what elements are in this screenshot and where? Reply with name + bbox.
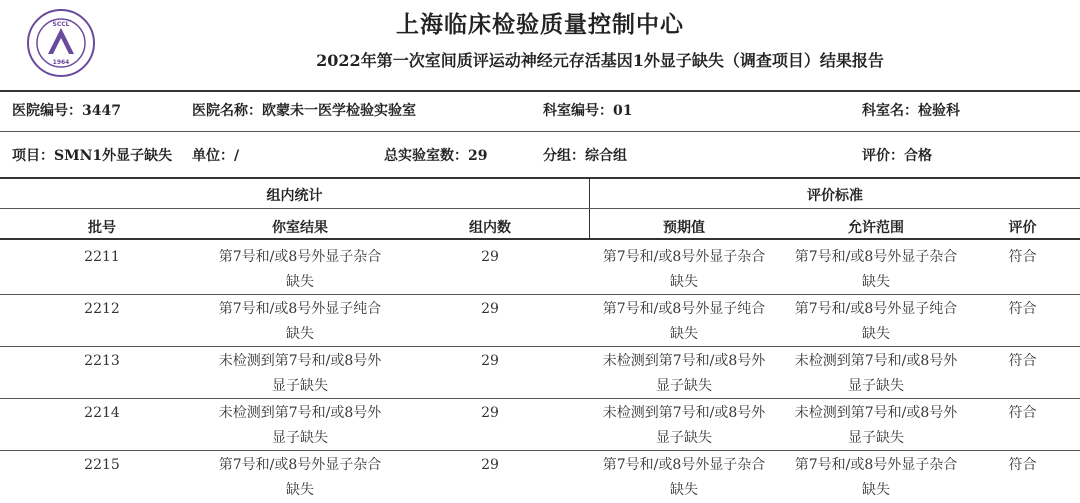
- cell-expected-line: 缺失: [670, 274, 698, 290]
- cell-result-line: 缺失: [286, 482, 314, 498]
- cell-expected-line: 第7号和/或8号外显子杂合: [602, 249, 766, 265]
- cell-result-line: 未检测到第7号和/或8号外: [218, 405, 382, 421]
- cell-eval: 符合: [1008, 457, 1037, 473]
- cell-range-line: 显子缺失: [848, 378, 904, 394]
- cell-range: [781, 245, 971, 295]
- cell-range: [781, 297, 971, 347]
- cell-count: 29: [481, 301, 499, 317]
- cell-result-line: 显子缺失: [272, 378, 328, 394]
- cell-batch: 2211: [84, 249, 120, 265]
- cell-result: [200, 245, 400, 295]
- cell-count: 29: [481, 249, 499, 265]
- cell-range: [781, 401, 971, 451]
- cell-result-line: 未检测到第7号和/或8号外: [218, 353, 382, 369]
- cell-count: 29: [481, 457, 499, 473]
- cell-result-line: 缺失: [286, 274, 314, 290]
- row-divider: [0, 346, 1080, 347]
- svg-text:SCCL: SCCL: [52, 21, 70, 28]
- cell-eval: 符合: [1008, 301, 1037, 317]
- group-stats-header: 组内统计: [266, 188, 323, 204]
- group-label: 分组：综合组: [543, 148, 627, 164]
- cell-expected-line: 第7号和/或8号外显子纯合: [602, 301, 766, 317]
- cell-result-line: 显子缺失: [272, 430, 328, 446]
- cell-result-line: 第7号和/或8号外显子杂合: [218, 457, 382, 473]
- header-bottom-rule: [0, 238, 1080, 240]
- cell-range-line: 缺失: [862, 326, 890, 342]
- hospital-name: 医院名称：欧蒙未一医学检验实验室: [192, 103, 416, 119]
- cell-expected-line: 显子缺失: [656, 378, 712, 394]
- col-count: 组内数: [469, 220, 511, 236]
- cell-range-line: 第7号和/或8号外显子杂合: [794, 249, 958, 265]
- cell-result: [200, 401, 400, 451]
- cell-result-line: 第7号和/或8号外显子杂合: [218, 249, 382, 265]
- info-divider: [0, 131, 1080, 132]
- cell-result: [200, 349, 400, 399]
- cell-batch: 2214: [84, 405, 120, 421]
- cell-range: [781, 349, 971, 399]
- cell-range-line: 第7号和/或8号外显子纯合: [794, 301, 958, 317]
- total-labs: 总实验室数：29: [384, 148, 488, 164]
- cell-range-line: 未检测到第7号和/或8号外: [794, 353, 958, 369]
- cell-batch: 2212: [84, 301, 120, 317]
- col-expected: 预期值: [663, 220, 705, 236]
- col-range: 允许范围: [848, 220, 904, 236]
- item-label: 项目：SMN1外显子缺失: [12, 148, 173, 164]
- cell-expected-line: 显子缺失: [656, 430, 712, 446]
- dept-no: 科室编号：01: [543, 103, 633, 119]
- cell-eval: 符合: [1008, 249, 1037, 265]
- cell-expected-line: 未检测到第7号和/或8号外: [602, 353, 766, 369]
- org-title: 上海临床检验质量控制中心: [396, 11, 684, 38]
- cell-expected: [589, 453, 779, 503]
- cell-result: [200, 453, 400, 503]
- cell-expected-line: 缺失: [670, 482, 698, 498]
- dept-name: 科室名：检验科: [862, 103, 960, 119]
- col-eval: 评价: [1008, 220, 1037, 236]
- cell-range-line: 未检测到第7号和/或8号外: [794, 405, 958, 421]
- cell-expected: [589, 245, 779, 295]
- cell-expected: [589, 349, 779, 399]
- row-divider: [0, 294, 1080, 295]
- report-title: 2022年第一次室间质评运动神经元存活基因1外显子缺失（调查项目）结果报告: [316, 51, 884, 70]
- evaluation-label: 评价：合格: [862, 148, 932, 164]
- criteria-header: 评价标准: [807, 188, 863, 204]
- cell-result: [200, 297, 400, 347]
- hospital-no: 医院编号：3447: [12, 103, 121, 119]
- cell-result-line: 第7号和/或8号外显子纯合: [218, 301, 382, 317]
- cell-expected-line: 第7号和/或8号外显子杂合: [602, 457, 766, 473]
- table-top-rule: [0, 177, 1080, 179]
- unit-label: 单位：/: [192, 148, 240, 164]
- cell-range-line: 缺失: [862, 482, 890, 498]
- cell-expected-line: 缺失: [670, 326, 698, 342]
- cell-expected-line: 未检测到第7号和/或8号外: [602, 405, 766, 421]
- cell-range-line: 缺失: [862, 274, 890, 290]
- cell-eval: 符合: [1008, 353, 1037, 369]
- cell-range: [781, 453, 971, 503]
- svg-text:1964: 1964: [52, 59, 70, 66]
- cell-expected: [589, 401, 779, 451]
- cell-count: 29: [481, 353, 499, 369]
- cell-eval: 符合: [1008, 405, 1037, 421]
- col-result: 你室结果: [272, 220, 328, 236]
- col-batch: 批号: [88, 220, 116, 236]
- header-rule: [0, 90, 1080, 92]
- header-mid-rule: [0, 208, 1080, 209]
- cell-range-line: 显子缺失: [848, 430, 904, 446]
- cell-expected: [589, 297, 779, 347]
- cell-count: 29: [481, 405, 499, 421]
- cell-batch: 2213: [84, 353, 120, 369]
- row-divider: [0, 450, 1080, 451]
- row-divider: [0, 398, 1080, 399]
- cell-batch: 2215: [84, 457, 120, 473]
- cell-range-line: 第7号和/或8号外显子杂合: [794, 457, 958, 473]
- cell-result-line: 缺失: [286, 326, 314, 342]
